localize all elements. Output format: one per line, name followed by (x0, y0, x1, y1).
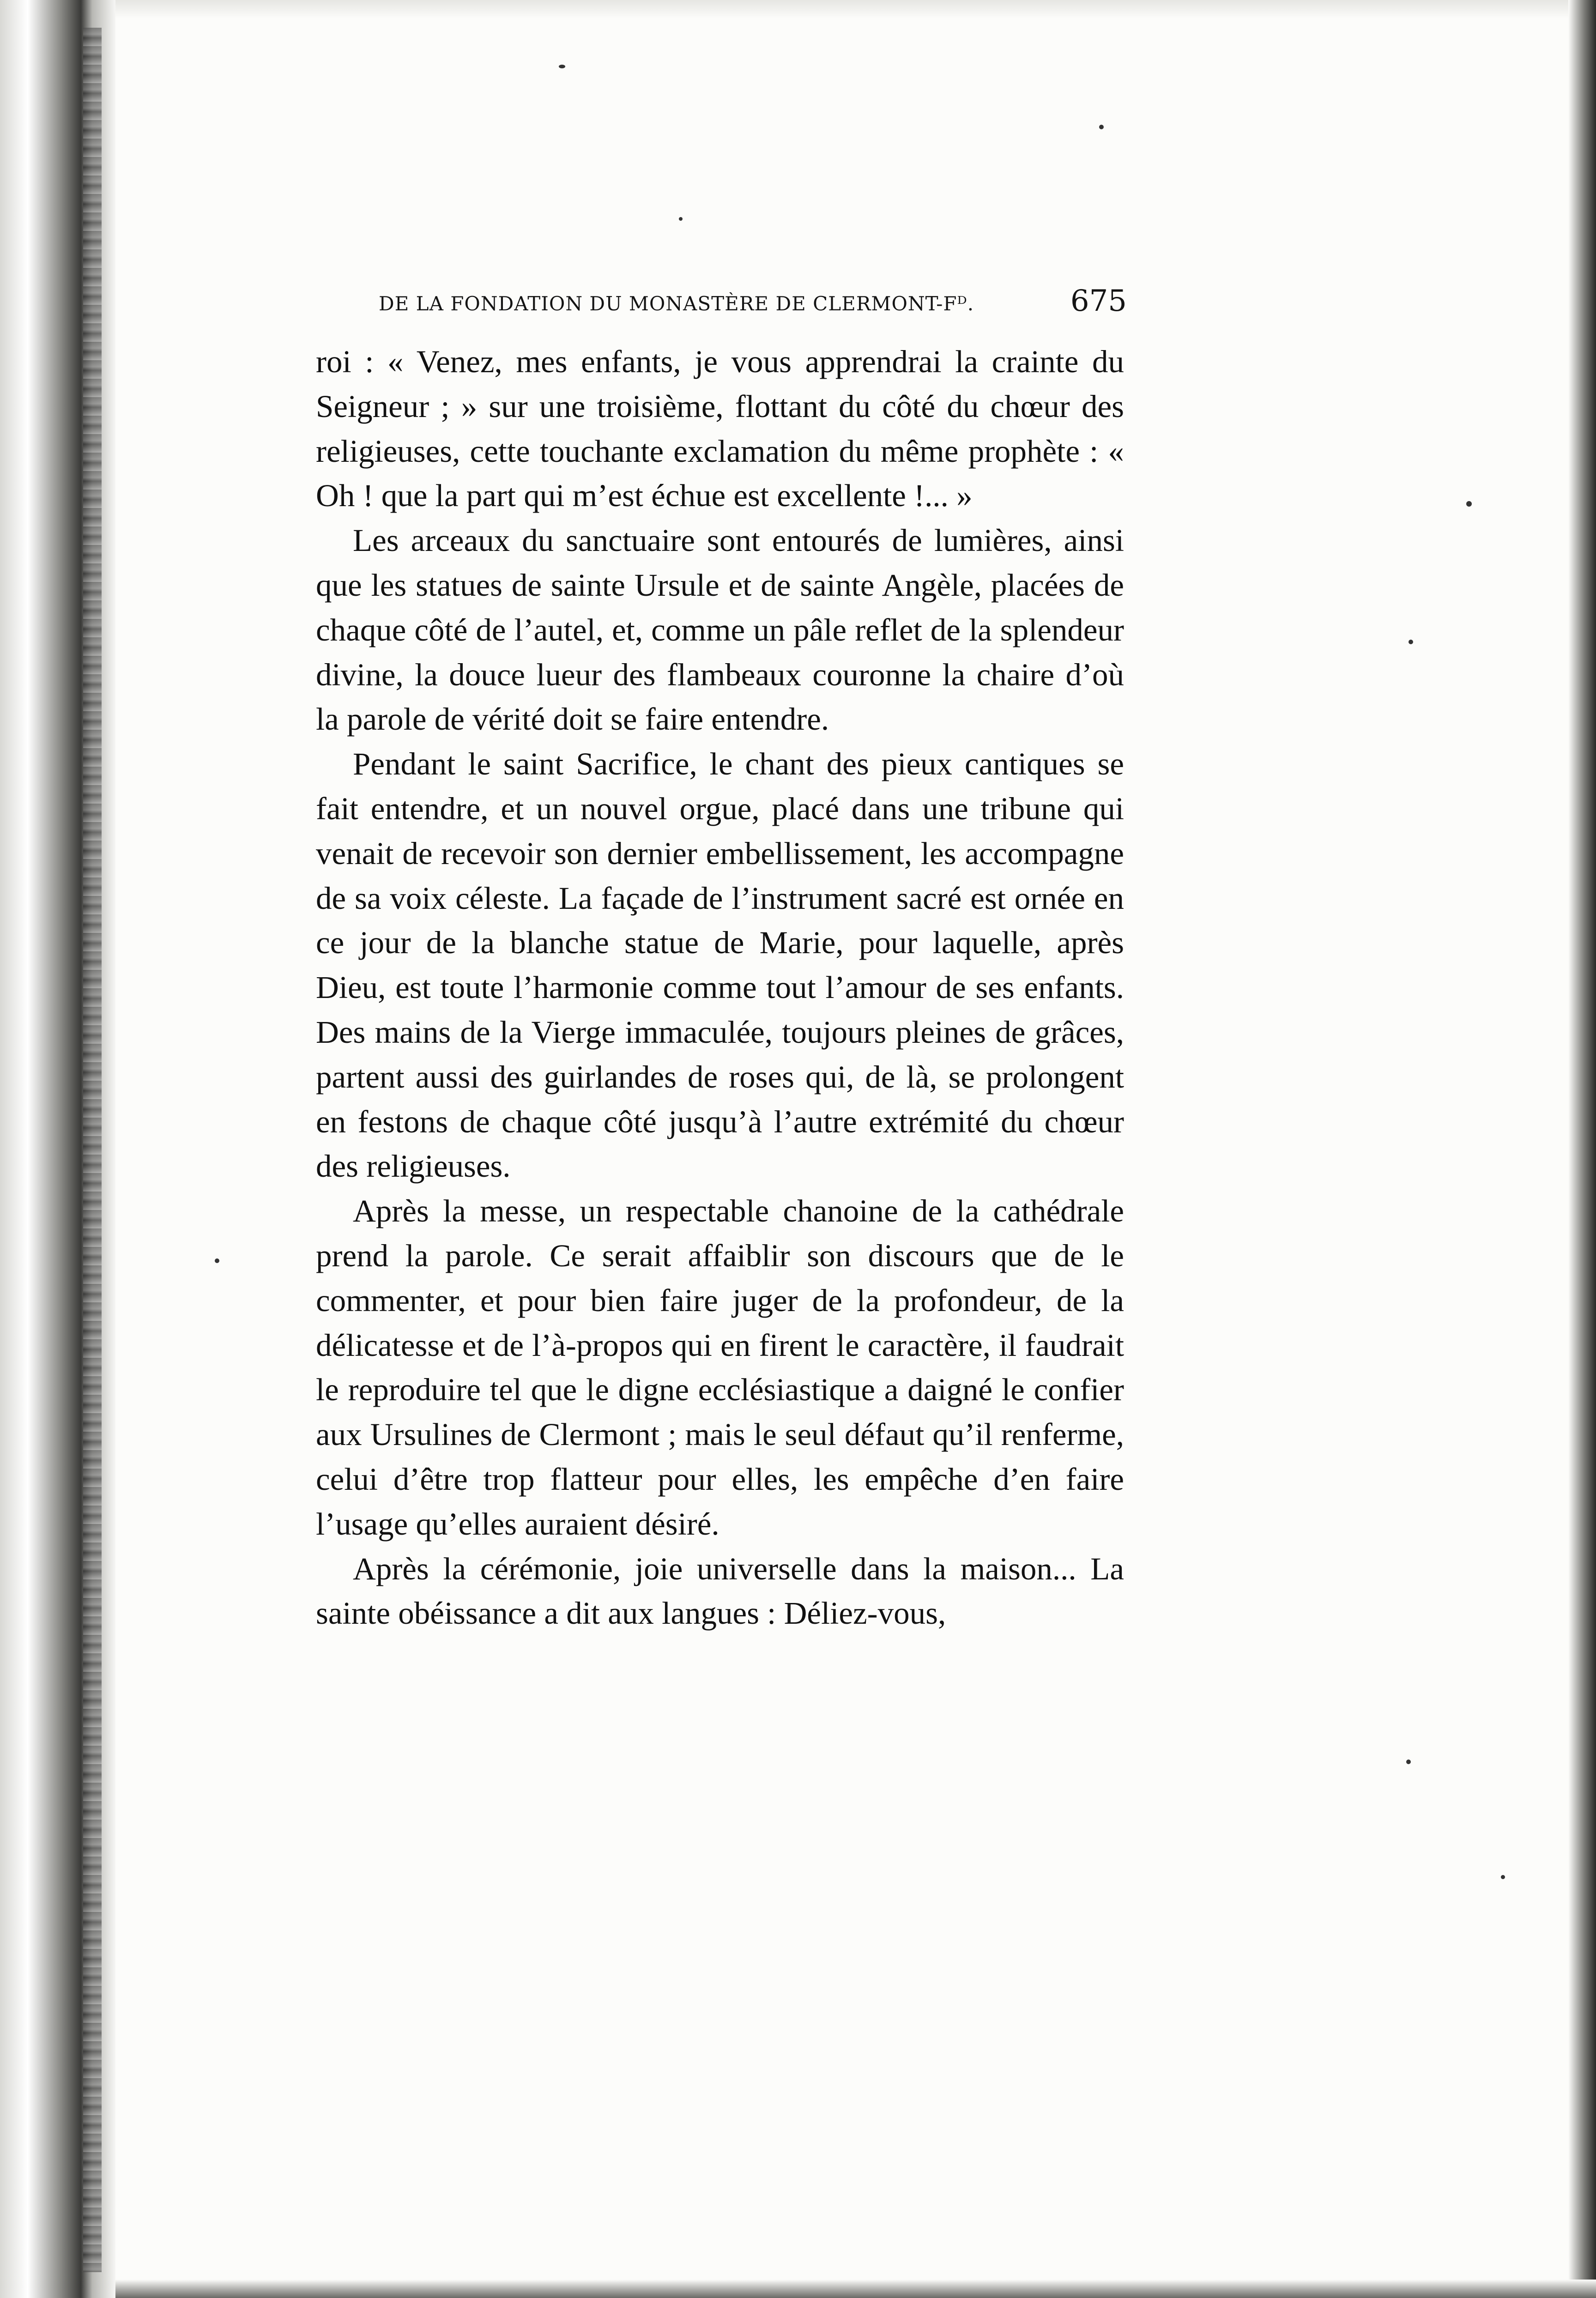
page-number: 675 (1070, 284, 1127, 318)
paragraph: Après la cérémonie, joie universelle dans la maison... La sainte obéissance a dit aux langues : Déliez-vous, (316, 1551, 1124, 1631)
page-top-edge (115, 0, 1596, 18)
paper-speck (1501, 1875, 1505, 1879)
paper-speck (1406, 1760, 1411, 1764)
body-text (316, 339, 1124, 1636)
paragraph: Pendant le saint Sacrifice, le chant des pieux cantiques se fait entendre, et un nouvel orgue, placé dans une tribune qui venait de recevoir son dernier embellissement, les accompagne de sa voix céleste. La façade de l’instrument sacré est ornée en ce jour de la blanche statue de Marie, pour laquelle, après Dieu, est toute l’harmonie comme tout l’amour de ses enfants. Des mains de la Vierge immaculée, toujours pleines de grâces, partent aussi des guirlandes de roses qui, de là, se prolongent en festons de chaque côté jusqu’à l’autre extrémité du chœur des religieuses. (316, 746, 1124, 1184)
paper-speck (1409, 640, 1413, 644)
paragraph: Les arceaux du sanctuaire sont entourés de lumières, ainsi que les statues de sainte Ursule et de sainte Angèle, placées de chaque côté de l’autel, et, comme un pâle reflet de la splendeur divine, la douce lueur des flambeaux couronne la chaire d’où la parole de vérité doit se faire entendre. (316, 523, 1124, 737)
paragraph: Après la messe, un respectable chanoine de la cathédrale prend la parole. Ce serait affaiblir son discours que de le commenter, et pour bien faire juger de la profondeur, de la délicatesse et de l’à-propos qui en firent le caractère, il faudrait le reproduire tel que le digne ecclésiastique a daigné le confier aux Ursulines de Clermont ; mais le seul défaut qu’il renferme, celui d’être trop flatteur pour elles, les empêche d’en faire l’usage qu’elles auraient désiré. (316, 1193, 1124, 1542)
paper-speck (559, 65, 565, 68)
paper-speck (215, 1258, 219, 1263)
paper-speck (679, 217, 683, 221)
page-bottom-edge (115, 2280, 1596, 2298)
page-right-edge (1568, 0, 1596, 2298)
page-header (379, 284, 1127, 326)
paper-speck (1099, 125, 1104, 129)
binding-shadow (83, 28, 102, 2272)
paper-speck (1466, 501, 1472, 507)
paragraph: roi : « Venez, mes enfants, je vous apprendrai la crainte du Seigneur ; » sur une troisième, flottant du côté du chœur des religieuses, cette touchante exclamation du même prophète : « Oh ! que la part qui m’est échue est excellente !... » (316, 344, 1124, 514)
running-head: DE LA FONDATION DU MONASTÈRE DE CLERMONT-Fᴰ. (379, 292, 974, 315)
